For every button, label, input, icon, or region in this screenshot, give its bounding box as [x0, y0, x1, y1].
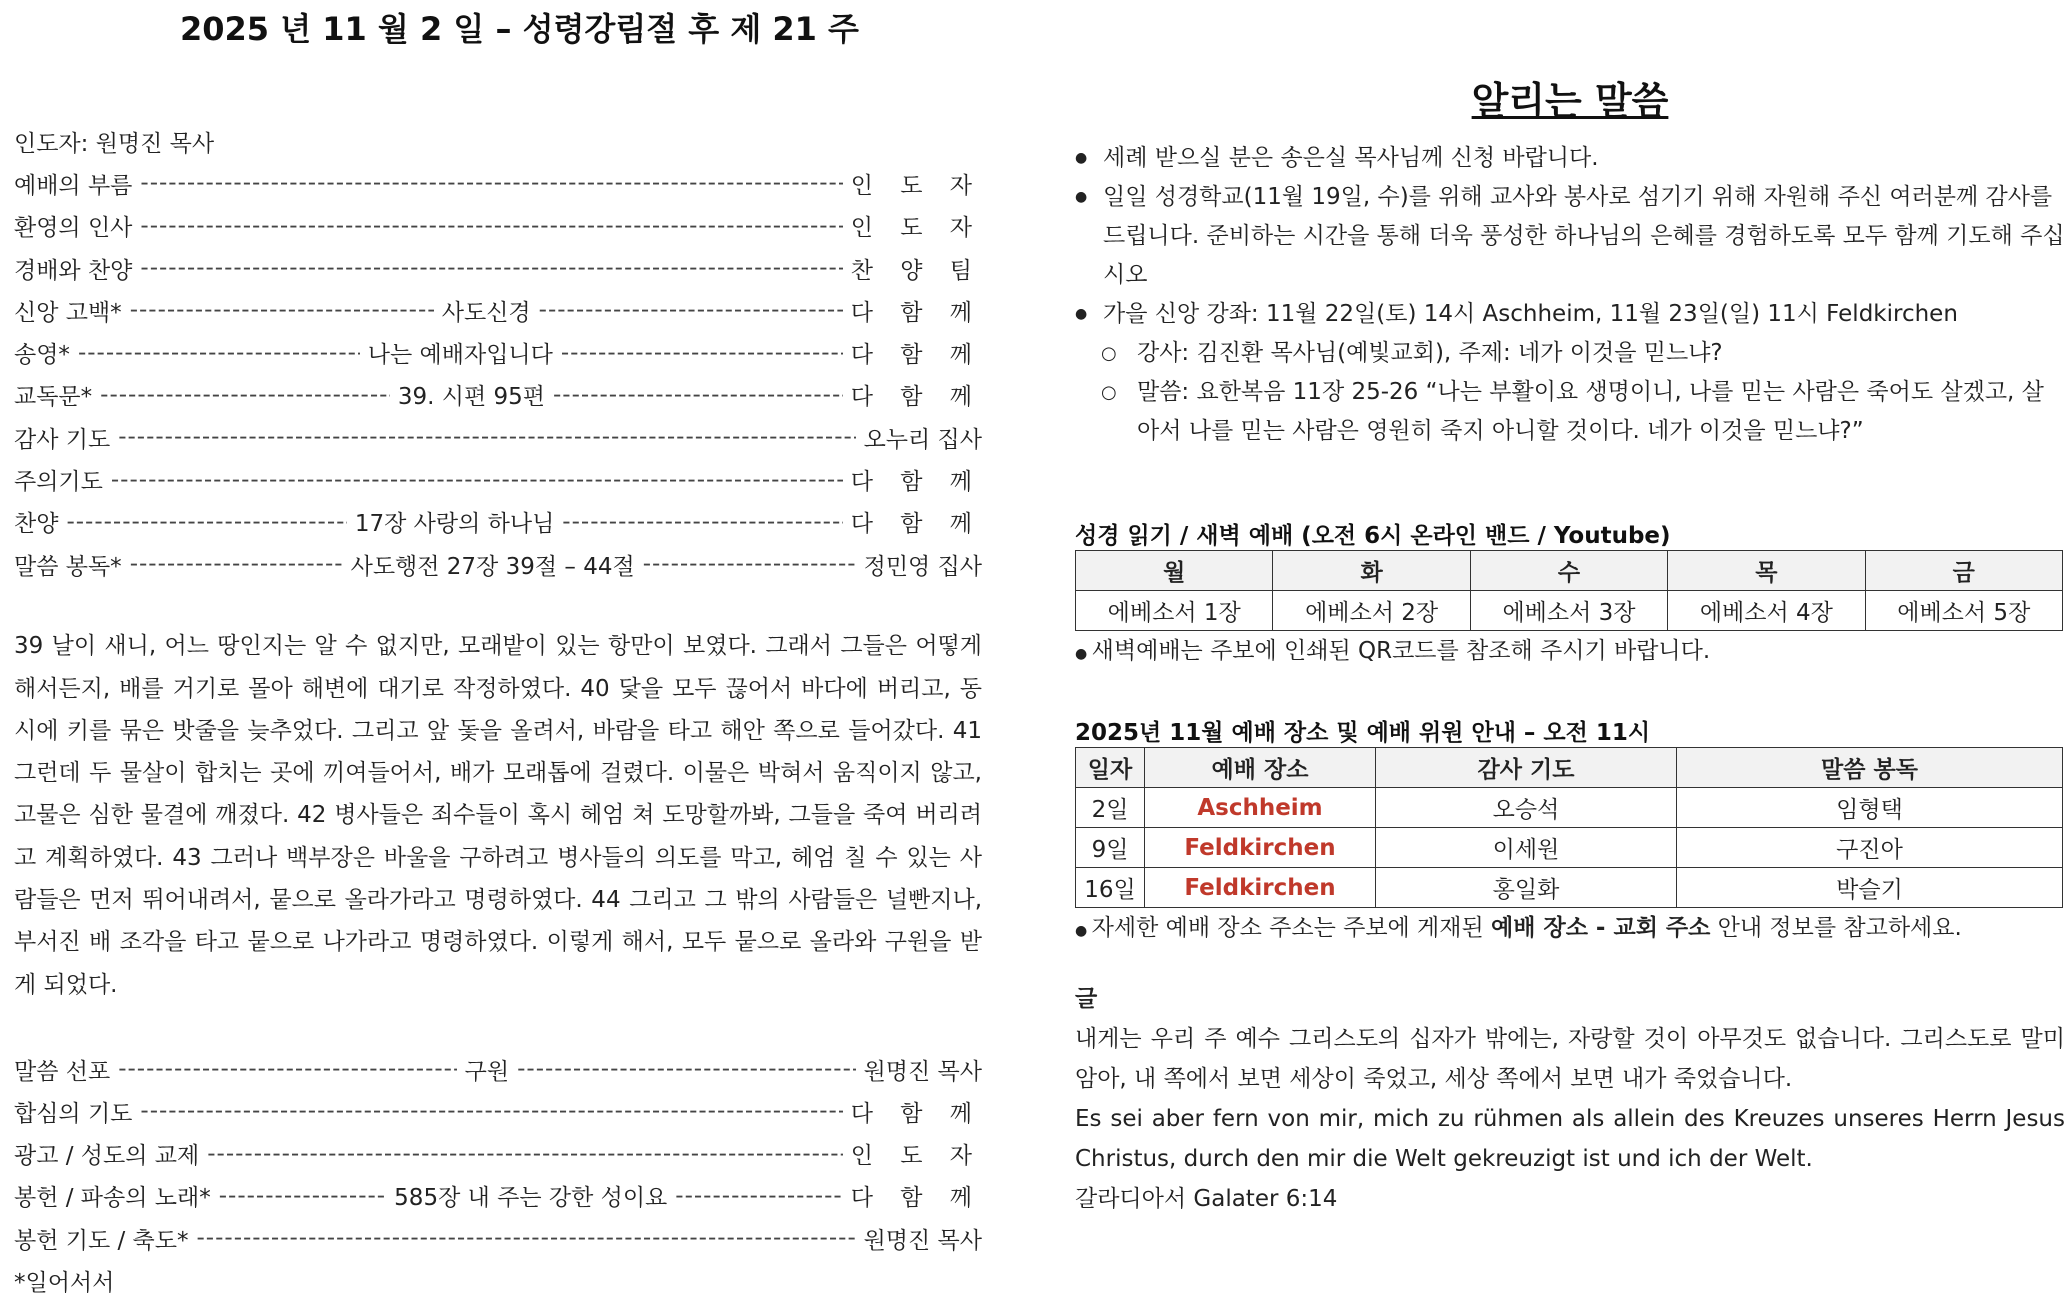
order-items	[14, 162, 982, 585]
table-cell: 에베소서 1장	[1076, 591, 1273, 631]
table-cell: 에베소서 4장	[1668, 591, 1865, 631]
scripture-text: 39 날이 새니, 어느 땅인지는 알 수 없지만, 모래밭이 있는 항만이 보였다. 그래서 그들은 어떻게 해서든지, 배를 거기로 몰아 해변에 대기로 작정하였다. 40 닻을 모두 끊어서 바다에 버리고, 동시에 키를 묶은 밧줄을 늦추었다. 그리고 앞 돛을 올려서, 바람을 타고 해안 쪽으로 들어갔다. 41 그런데 두 물살이 합치는 곳에 끼여들어서, 배가 모래톱에 걸렸다. 이물은 박혀서 움직이지 않고, 고물은 심한 물결에 깨졌다. 42 병사들은 죄수들이 혹시 헤엄 쳐 도망할까봐, 그들을 죽여 버리려고 계획하였다. 43 그러나 백부장은 바울을 구하려고 병사들의 의도를 막고, 헤엄 칠 수 있는 사람들은 먼저 뛰어내려서, 뭍으로 올라가라고 명령하였다. 44 그리고 그 밖의 사람들은 널빤지나, 부서진 배 조각을 타고 뭍으로 나가라고 명령하였다. 이렇게 해서, 모두 뭍으로 올라와 구원을 받게 되었다.	[14, 633, 982, 998]
order-item: 찬양 ----- 17장 사랑의 하나님 ----- 다 함 께	[14, 501, 982, 543]
table-header: 월	[1076, 551, 1273, 591]
announcement-item: ● 가을 신앙 강좌: 11월 22일(토) 14시 Aschheim, 11월 23일(일) 11시 Feldkirchen ○ 강사: 김진환 목사님(예빛교회), 주제: 네가 이것을 믿느냐? ○ 말씀: 요한복음 11장 25-26 “나는 부활이요 생명이니, 나를 믿는 사람은 죽어도 살겠고, 살아서 나를 믿는 사람은 영원히 죽지 아니할 것이다. 네가 이것을 믿느냐?”	[1103, 295, 2065, 451]
order-item: 광고 / 성도의 교제 ----- 인 도 자	[14, 1133, 982, 1175]
table-cell: Feldkirchen	[1145, 868, 1376, 908]
table-header: 예배 장소	[1145, 748, 1376, 788]
table-row	[1076, 828, 2063, 868]
order-item: 봉헌 / 파송의 노래* ----- 585장 내 주는 강한 성이요 ----- 다 함 께	[14, 1175, 982, 1217]
order-item: 교독문* ----- 39. 시편 95편 ----- 다 함 께	[14, 374, 982, 416]
order-items-2	[14, 1048, 982, 1302]
table-cell: 16일	[1076, 868, 1145, 908]
page-title: 2025 년 11 월 2 일 – 성령강림절 후 제 21 주	[180, 10, 859, 48]
table-cell: 9일	[1076, 828, 1145, 868]
order-item: 봉헌 기도 / 축도* ----- 원명진 목사	[14, 1217, 982, 1259]
bible-reading-note: ● 새벽예배는 주보에 인쇄된 QR코드를 참조해 주시기 바랍니다.	[1075, 631, 2065, 674]
order-item: 예배의 부름 ----- 인 도 자	[14, 162, 982, 204]
right-column	[1075, 70, 2065, 1219]
announcement-item: ● 세례 받으실 분은 송은실 목사님께 신청 바랍니다.	[1103, 139, 2065, 178]
schedule-section	[1075, 714, 2065, 951]
table-row	[1076, 788, 2063, 828]
footnote: *일어서서	[14, 1270, 115, 1297]
table-header: 목	[1668, 551, 1865, 591]
table-header: 일자	[1076, 748, 1145, 788]
table-header: 금	[1865, 551, 2062, 591]
order-item: 환영의 인사 ----- 인 도 자	[14, 205, 982, 247]
order-item: 말씀 선포 ----- 구원 ----- 원명진 목사	[14, 1048, 982, 1090]
table-header: 화	[1273, 551, 1470, 591]
announcement-subitem: ○ 말씀: 요한복음 11장 25-26 “나는 부활이요 생명이니, 나를 믿는 사람은 죽어도 살겠고, 살아서 나를 믿는 사람은 영원히 죽지 아니할 것이다. 네가 이것을 믿느냐?”	[1137, 373, 2065, 451]
table-cell: 에베소서 5장	[1865, 591, 2062, 631]
schedule-title: 2025년 11월 예배 장소 및 예배 위원 안내 – 오전 11시	[1075, 720, 1651, 746]
writing-german: Es sei aber fern von mir, mich zu rühmen als allein des Kreuzes unseres Herrn Jesus Christus, durch den mir die Welt gekreuzigt ist und ich der Welt.	[1075, 1106, 2065, 1172]
announcement-list	[1075, 139, 2065, 451]
table-cell: Aschheim	[1145, 788, 1376, 828]
order-item: 경배와 찬양 ----- 찬 양 팀	[14, 247, 982, 289]
table-header: 감사 기도	[1376, 748, 1677, 788]
order-item: 합심의 기도 ----- 다 함 께	[14, 1090, 982, 1132]
table-cell: 홍일화	[1376, 868, 1677, 908]
bible-reading-section	[1075, 517, 2065, 674]
order-item: 말씀 봉독* ----- 사도행전 27장 39절 – 44절 ----- 정민영 집사	[14, 543, 982, 585]
table-cell: 이세원	[1376, 828, 1677, 868]
table-cell: 에베소서 2장	[1273, 591, 1470, 631]
table-cell: Feldkirchen	[1145, 828, 1376, 868]
writing-korean: 내게는 우리 주 예수 그리스도의 십자가 밖에는, 자랑할 것이 아무것도 없습니다. 그리스도로 말미암아, 내 쪽에서 보면 세상이 죽었고, 세상 쪽에서 보면 내가 죽었습니다.	[1075, 1026, 2065, 1092]
writing-reference: 갈라디아서 Galater 6:14	[1075, 1186, 1338, 1212]
schedule-table	[1075, 747, 2063, 908]
announcement-subitem: ○ 강사: 김진환 목사님(예빛교회), 주제: 네가 이것을 믿느냐?	[1137, 334, 2065, 373]
table-header: 말씀 봉독	[1677, 748, 2063, 788]
table-cell: 에베소서 3장	[1470, 591, 1667, 631]
table-row	[1076, 868, 2063, 908]
table-cell: 임형택	[1677, 788, 2063, 828]
leader-line: 인도자: 원명진 목사	[14, 130, 215, 157]
writing-section	[1075, 979, 2065, 1219]
writing-title: 글	[1075, 986, 1098, 1012]
bible-reading-table	[1075, 550, 2063, 631]
order-item: 주의기도 ----- 다 함 께	[14, 458, 982, 500]
bible-reading-title: 성경 읽기 / 새벽 예배 (오전 6시 온라인 밴드 / Youtube)	[1075, 523, 1671, 549]
schedule-note: ● 자세한 예배 장소 주소는 주보에 게재된 예배 장소 - 교회 주소 안내 정보를 참고하세요.	[1075, 908, 2065, 951]
order-item: 감사 기도 ----- 오누리 집사	[14, 416, 982, 458]
announcement-item: ● 일일 성경학교(11월 19일, 수)를 위해 교사와 봉사로 섬기기 위해 자원해 주신 여러분께 감사를 드립니다. 준비하는 시간을 통해 더욱 풍성한 하나님의 은혜를 경험하도록 모두 함께 기도해 주십시오	[1103, 178, 2065, 295]
order-of-worship	[14, 120, 982, 1302]
table-header: 수	[1470, 551, 1667, 591]
table-cell: 박슬기	[1677, 868, 2063, 908]
order-item: 신앙 고백* ----- 사도신경 ----- 다 함 께	[14, 289, 982, 331]
table-cell: 구진아	[1677, 828, 2063, 868]
table-cell: 오승석	[1376, 788, 1677, 828]
announcements-title: 알리는 말씀	[1471, 79, 1669, 123]
announcement-sublist	[1103, 334, 2065, 451]
order-item: 송영* ----- 나는 예배자입니다 ----- 다 함 께	[14, 331, 982, 373]
table-cell: 2일	[1076, 788, 1145, 828]
